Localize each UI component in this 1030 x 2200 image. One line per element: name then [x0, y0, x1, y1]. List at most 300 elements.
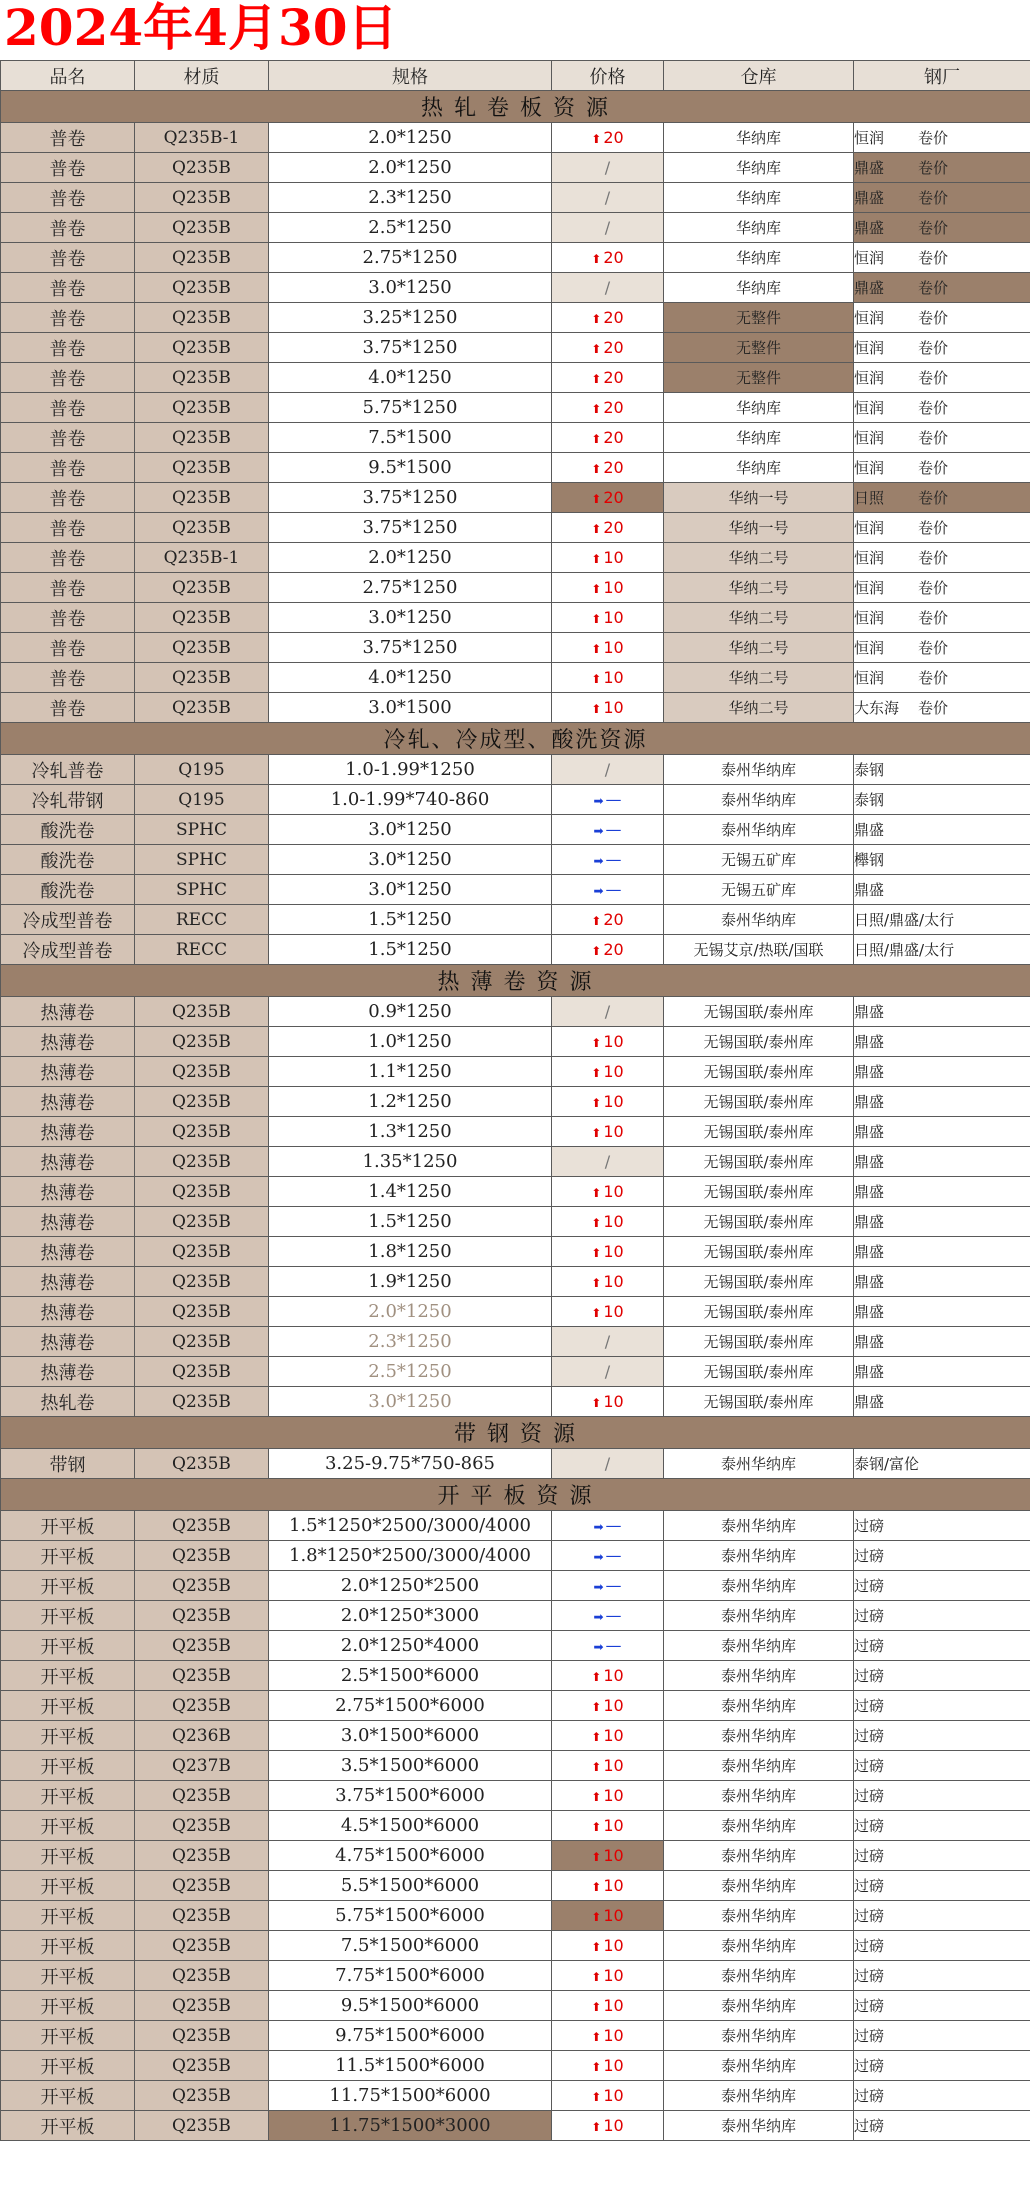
product-name-cell: 开平板	[1, 1661, 135, 1691]
mill-cell	[854, 1601, 1030, 1631]
price-table	[0, 60, 1030, 2141]
product-name-cell: 开平板	[1, 1571, 135, 1601]
warehouse-cell: 无整件	[664, 333, 854, 363]
mill-cell	[854, 2081, 1030, 2111]
mill-cell	[854, 123, 1030, 153]
product-name-cell: 开平板	[1, 1961, 135, 1991]
arrow-up-icon: ⬆	[591, 1306, 602, 1320]
price-change-value: 10	[603, 578, 624, 597]
mill-cell	[854, 1357, 1030, 1387]
mill-cell	[854, 1781, 1030, 1811]
table-row	[1, 2051, 1030, 2081]
price-type-label: 卷价	[918, 369, 949, 387]
spec-cell: 2.0*1250*4000	[269, 1631, 552, 1661]
price-change-value: 10	[603, 668, 624, 687]
price-cell	[552, 153, 664, 183]
section-title: 冷轧、冷成型、酸洗资源	[1, 723, 1030, 755]
arrow-up-icon: ⬆	[591, 132, 602, 146]
warehouse-cell: 泰州华纳库	[664, 1601, 854, 1631]
price-cell	[552, 1327, 664, 1357]
product-name-cell: 普卷	[1, 663, 135, 693]
mill-cell	[854, 1177, 1030, 1207]
arrow-up-icon: ⬆	[591, 2060, 602, 2074]
arrow-up-icon: ⬆	[591, 1850, 602, 1864]
mill-name: 恒润	[854, 429, 885, 447]
mill-name: 过磅	[854, 1547, 885, 1565]
mill-name: 鼎盛	[854, 1303, 885, 1321]
mill-cell	[854, 1661, 1030, 1691]
product-name-cell: 冷成型普卷	[1, 905, 135, 935]
table-row	[1, 423, 1030, 453]
price-change-value: —	[605, 1516, 622, 1535]
spec-cell: 1.5*1250	[269, 935, 552, 965]
warehouse-cell: 泰州华纳库	[664, 755, 854, 785]
table-row	[1, 815, 1030, 845]
material-cell: Q235B	[135, 1991, 269, 2021]
price-change-value: 20	[603, 398, 624, 417]
mill-name: 鼎盛	[854, 1123, 885, 1141]
price-cell	[552, 513, 664, 543]
spec-cell: 2.0*1250*3000	[269, 1601, 552, 1631]
price-change-value: —	[605, 850, 622, 869]
mill-cell	[854, 1811, 1030, 1841]
mill-name: 恒润	[854, 459, 885, 477]
table-row	[1, 1751, 1030, 1781]
product-name-cell: 热薄卷	[1, 1327, 135, 1357]
product-name-cell: 普卷	[1, 543, 135, 573]
material-cell: Q235B-1	[135, 543, 269, 573]
price-cell	[552, 1931, 664, 1961]
mill-name: 鼎盛	[854, 1333, 885, 1351]
warehouse-cell: 华纳库	[664, 243, 854, 273]
arrow-right-icon: ➡	[593, 884, 604, 898]
warehouse-cell: 华纳库	[664, 393, 854, 423]
price-type-label: 卷价	[918, 339, 949, 357]
price-change-value: 10	[603, 698, 624, 717]
arrow-up-icon: ⬆	[591, 1970, 602, 1984]
spec-cell: 2.3*1250	[269, 183, 552, 213]
product-name-cell: 普卷	[1, 183, 135, 213]
spec-cell: 5.75*1500*6000	[269, 1901, 552, 1931]
arrow-up-icon: ⬆	[591, 582, 602, 596]
price-cell	[552, 663, 664, 693]
spec-cell: 1.35*1250	[269, 1147, 552, 1177]
product-name-cell: 酸洗卷	[1, 815, 135, 845]
price-type-label: 卷价	[918, 459, 949, 477]
arrow-up-icon: ⬆	[591, 1066, 602, 1080]
price-cell	[552, 1087, 664, 1117]
price-cell	[552, 2021, 664, 2051]
mill-cell	[854, 1387, 1030, 1417]
product-name-cell: 开平板	[1, 1541, 135, 1571]
spec-cell: 11.75*1500*3000	[269, 2111, 552, 2141]
warehouse-cell: 泰州华纳库	[664, 2051, 854, 2081]
arrow-right-icon: ➡	[593, 1520, 604, 1534]
price-change-value: 10	[603, 608, 624, 627]
mill-cell	[854, 997, 1030, 1027]
mill-cell	[854, 1511, 1030, 1541]
price-cell	[552, 1901, 664, 1931]
mill-name: 泰钢/富伦	[854, 1455, 920, 1473]
arrow-up-icon: ⬆	[591, 312, 602, 326]
arrow-up-icon: ⬆	[591, 1396, 602, 1410]
warehouse-cell: 泰州华纳库	[664, 1841, 854, 1871]
warehouse-cell: 无整件	[664, 303, 854, 333]
price-change-value: 20	[603, 338, 624, 357]
table-row	[1, 1147, 1030, 1177]
mill-name: 过磅	[854, 1667, 885, 1685]
header-warehouse: 仓库	[664, 61, 854, 91]
price-type-label: 卷价	[918, 279, 949, 297]
mill-name: 恒润	[854, 549, 885, 567]
price-change-value: 10	[603, 1906, 624, 1925]
price-cell	[552, 1871, 664, 1901]
warehouse-cell: 泰州华纳库	[664, 2111, 854, 2141]
product-name-cell: 热薄卷	[1, 1357, 135, 1387]
mill-name: 恒润	[854, 639, 885, 657]
section-title: 热 轧 卷 板 资 源	[1, 91, 1030, 123]
price-change-value: /	[604, 1332, 611, 1351]
warehouse-cell: 华纳二号	[664, 543, 854, 573]
spec-cell: 3.5*1500*6000	[269, 1751, 552, 1781]
warehouse-cell: 无锡国联/泰州库	[664, 997, 854, 1027]
price-change-value: 10	[603, 1876, 624, 1895]
header-mill: 钢厂	[854, 61, 1030, 91]
material-cell: Q235B	[135, 1117, 269, 1147]
spec-cell: 3.0*1250	[269, 815, 552, 845]
product-name-cell: 普卷	[1, 573, 135, 603]
spec-cell: 2.75*1500*6000	[269, 1691, 552, 1721]
spec-cell: 3.0*1250	[269, 1387, 552, 1417]
product-name-cell: 开平板	[1, 1871, 135, 1901]
spec-cell: 3.0*1250	[269, 845, 552, 875]
table-row	[1, 1057, 1030, 1087]
price-type-label: 卷价	[918, 429, 949, 447]
material-cell: Q235B	[135, 1541, 269, 1571]
mill-cell	[854, 1901, 1030, 1931]
mill-name: 过磅	[854, 1997, 885, 2015]
table-row	[1, 1871, 1030, 1901]
section-title: 带 钢 资 源	[1, 1417, 1030, 1449]
arrow-up-icon: ⬆	[591, 1910, 602, 1924]
price-change-value: —	[605, 820, 622, 839]
mill-name: 日照/鼎盛/太行	[854, 911, 955, 929]
mill-cell	[854, 2111, 1030, 2141]
table-row	[1, 845, 1030, 875]
price-cell	[552, 785, 664, 815]
mill-cell	[854, 273, 1030, 303]
price-change-value: /	[604, 218, 611, 237]
table-row	[1, 1267, 1030, 1297]
table-row	[1, 1327, 1030, 1357]
mill-name: 泰钢	[854, 761, 885, 779]
arrow-up-icon: ⬆	[591, 1790, 602, 1804]
mill-name: 过磅	[854, 1787, 885, 1805]
material-cell: Q235B	[135, 1027, 269, 1057]
spec-cell: 1.5*1250	[269, 905, 552, 935]
header-spec: 规格	[269, 61, 552, 91]
mill-cell	[854, 1961, 1030, 1991]
price-change-value: 10	[603, 638, 624, 657]
arrow-up-icon: ⬆	[591, 642, 602, 656]
arrow-up-icon: ⬆	[591, 1880, 602, 1894]
price-type-label: 卷价	[918, 309, 949, 327]
warehouse-cell: 泰州华纳库	[664, 1811, 854, 1841]
product-name-cell: 开平板	[1, 1931, 135, 1961]
mill-name: 鼎盛	[854, 1363, 885, 1381]
product-name-cell: 普卷	[1, 213, 135, 243]
price-change-value: 20	[603, 368, 624, 387]
product-name-cell: 冷轧带钢	[1, 785, 135, 815]
mill-cell	[854, 1541, 1030, 1571]
table-row	[1, 1601, 1030, 1631]
price-cell	[552, 333, 664, 363]
price-type-label: 卷价	[918, 159, 949, 177]
arrow-up-icon: ⬆	[591, 2000, 602, 2014]
mill-cell	[854, 1057, 1030, 1087]
arrow-up-icon: ⬆	[591, 702, 602, 716]
mill-cell	[854, 633, 1030, 663]
material-cell: Q235B	[135, 693, 269, 723]
product-name-cell: 酸洗卷	[1, 875, 135, 905]
table-row	[1, 905, 1030, 935]
price-cell	[552, 1811, 664, 1841]
spec-cell: 1.5*1250*2500/3000/4000	[269, 1511, 552, 1541]
table-row	[1, 243, 1030, 273]
warehouse-cell: 泰州华纳库	[664, 905, 854, 935]
mill-name: 鼎盛	[854, 1093, 885, 1111]
section-header	[1, 91, 1030, 123]
price-change-value: —	[605, 880, 622, 899]
spec-cell: 3.75*1250	[269, 333, 552, 363]
spec-cell: 4.75*1500*6000	[269, 1841, 552, 1871]
product-name-cell: 热薄卷	[1, 1237, 135, 1267]
price-change-value: 20	[603, 910, 624, 929]
price-cell	[552, 1751, 664, 1781]
table-row	[1, 1931, 1030, 1961]
spec-cell: 3.0*1250	[269, 875, 552, 905]
table-row	[1, 663, 1030, 693]
price-cell	[552, 1357, 664, 1387]
price-change-value: 10	[603, 1182, 624, 1201]
table-row	[1, 363, 1030, 393]
material-cell: Q235B	[135, 1601, 269, 1631]
material-cell: Q235B	[135, 243, 269, 273]
table-row	[1, 875, 1030, 905]
table-row	[1, 755, 1030, 785]
price-cell	[552, 123, 664, 153]
mill-cell	[854, 573, 1030, 603]
spec-cell: 3.25-9.75*750-865	[269, 1449, 552, 1479]
mill-cell	[854, 785, 1030, 815]
mill-cell	[854, 663, 1030, 693]
spec-cell: 3.75*1500*6000	[269, 1781, 552, 1811]
price-change-value: /	[604, 1454, 611, 1473]
mill-cell	[854, 815, 1030, 845]
mill-name: 过磅	[854, 2087, 885, 2105]
arrow-up-icon: ⬆	[591, 2030, 602, 2044]
mill-name: 过磅	[854, 1817, 885, 1835]
warehouse-cell: 无锡国联/泰州库	[664, 1207, 854, 1237]
material-cell: Q235B	[135, 1511, 269, 1541]
product-name-cell: 开平板	[1, 1631, 135, 1661]
product-name-cell: 普卷	[1, 393, 135, 423]
table-row	[1, 1237, 1030, 1267]
price-type-label: 卷价	[918, 219, 949, 237]
mill-name: 鼎盛	[854, 1033, 885, 1051]
spec-cell: 2.75*1250	[269, 573, 552, 603]
warehouse-cell: 华纳一号	[664, 513, 854, 543]
product-name-cell: 普卷	[1, 423, 135, 453]
spec-cell: 9.5*1500*6000	[269, 1991, 552, 2021]
table-row	[1, 213, 1030, 243]
price-cell	[552, 1207, 664, 1237]
warehouse-cell: 泰州华纳库	[664, 1901, 854, 1931]
material-cell: SPHC	[135, 845, 269, 875]
table-row	[1, 543, 1030, 573]
table-row	[1, 513, 1030, 543]
mill-name: 鼎盛	[854, 881, 885, 899]
price-change-value: 10	[603, 1816, 624, 1835]
price-change-value: /	[604, 188, 611, 207]
section-header	[1, 1479, 1030, 1511]
price-change-value: 10	[603, 1092, 624, 1111]
mill-name: 过磅	[854, 1757, 885, 1775]
mill-name: 过磅	[854, 2117, 885, 2135]
warehouse-cell: 泰州华纳库	[664, 2081, 854, 2111]
product-name-cell: 冷成型普卷	[1, 935, 135, 965]
mill-name: 恒润	[854, 369, 885, 387]
warehouse-cell: 无锡国联/泰州库	[664, 1237, 854, 1267]
product-name-cell: 普卷	[1, 483, 135, 513]
table-row	[1, 1117, 1030, 1147]
mill-name: 恒润	[854, 579, 885, 597]
price-cell	[552, 1237, 664, 1267]
mill-name: 过磅	[854, 1907, 885, 1925]
section-title: 开 平 板 资 源	[1, 1479, 1030, 1511]
spec-cell: 3.0*1250	[269, 273, 552, 303]
product-name-cell: 普卷	[1, 513, 135, 543]
price-change-value: 10	[603, 1212, 624, 1231]
warehouse-cell: 泰州华纳库	[664, 2021, 854, 2051]
material-cell: Q235B-1	[135, 123, 269, 153]
arrow-up-icon: ⬆	[591, 1096, 602, 1110]
material-cell: Q235B	[135, 513, 269, 543]
spec-cell: 5.75*1250	[269, 393, 552, 423]
price-cell	[552, 483, 664, 513]
arrow-right-icon: ➡	[593, 854, 604, 868]
spec-cell: 2.5*1250	[269, 213, 552, 243]
warehouse-cell: 泰州华纳库	[664, 1541, 854, 1571]
spec-cell: 3.75*1250	[269, 633, 552, 663]
product-name-cell: 普卷	[1, 603, 135, 633]
table-row	[1, 1781, 1030, 1811]
spec-cell: 4.0*1250	[269, 663, 552, 693]
warehouse-cell: 无锡国联/泰州库	[664, 1267, 854, 1297]
mill-name: 鼎盛	[854, 1273, 885, 1291]
material-cell: Q235B	[135, 2021, 269, 2051]
warehouse-cell: 泰州华纳库	[664, 1781, 854, 1811]
mill-name: 恒润	[854, 249, 885, 267]
mill-name: 恒润	[854, 309, 885, 327]
arrow-up-icon: ⬆	[591, 672, 602, 686]
material-cell: Q235B	[135, 363, 269, 393]
spec-cell: 3.0*1500*6000	[269, 1721, 552, 1751]
table-row	[1, 1387, 1030, 1417]
spec-cell: 3.75*1250	[269, 483, 552, 513]
warehouse-cell: 华纳库	[664, 153, 854, 183]
mill-name: 鼎盛	[854, 279, 885, 297]
price-cell	[552, 1057, 664, 1087]
material-cell: Q235B	[135, 423, 269, 453]
price-change-value: /	[604, 158, 611, 177]
arrow-right-icon: ➡	[593, 824, 604, 838]
warehouse-cell: 泰州华纳库	[664, 1631, 854, 1661]
product-name-cell: 冷轧普卷	[1, 755, 135, 785]
material-cell: Q235B	[135, 1631, 269, 1661]
mill-cell	[854, 875, 1030, 905]
arrow-up-icon: ⬆	[591, 944, 602, 958]
mill-name: 鼎盛	[854, 1213, 885, 1231]
arrow-up-icon: ⬆	[591, 372, 602, 386]
material-cell: Q235B	[135, 1841, 269, 1871]
price-cell	[552, 633, 664, 663]
product-name-cell: 开平板	[1, 2081, 135, 2111]
material-cell: Q235B	[135, 1267, 269, 1297]
price-cell	[552, 1147, 664, 1177]
warehouse-cell: 华纳二号	[664, 663, 854, 693]
price-change-value: 20	[603, 940, 624, 959]
price-change-value: 10	[603, 1696, 624, 1715]
price-type-label: 卷价	[918, 669, 949, 687]
mill-cell	[854, 1931, 1030, 1961]
product-name-cell: 热薄卷	[1, 1147, 135, 1177]
price-cell	[552, 2111, 664, 2141]
mill-name: 泰钢	[854, 791, 885, 809]
product-name-cell: 热薄卷	[1, 1297, 135, 1327]
spec-cell: 7.5*1500*6000	[269, 1931, 552, 1961]
mill-name: 过磅	[854, 1697, 885, 1715]
price-change-value: 10	[603, 1936, 624, 1955]
price-change-value: 10	[603, 1122, 624, 1141]
spec-cell: 1.9*1250	[269, 1267, 552, 1297]
material-cell: Q235B	[135, 483, 269, 513]
warehouse-cell: 泰州华纳库	[664, 1751, 854, 1781]
price-type-label: 卷价	[918, 549, 949, 567]
product-name-cell: 普卷	[1, 123, 135, 153]
header-material: 材质	[135, 61, 269, 91]
price-change-value: /	[604, 1002, 611, 1021]
arrow-up-icon: ⬆	[591, 1276, 602, 1290]
material-cell: Q236B	[135, 1721, 269, 1751]
table-row	[1, 393, 1030, 423]
spec-cell: 1.2*1250	[269, 1087, 552, 1117]
mill-cell	[854, 845, 1030, 875]
arrow-up-icon: ⬆	[591, 612, 602, 626]
mill-cell	[854, 1237, 1030, 1267]
warehouse-cell: 泰州华纳库	[664, 1571, 854, 1601]
price-change-value: 10	[603, 1062, 624, 1081]
warehouse-cell: 泰州华纳库	[664, 1691, 854, 1721]
material-cell: Q235B	[135, 997, 269, 1027]
mill-cell	[854, 905, 1030, 935]
price-cell	[552, 453, 664, 483]
product-name-cell: 热薄卷	[1, 1027, 135, 1057]
price-cell	[552, 1511, 664, 1541]
product-name-cell: 普卷	[1, 633, 135, 663]
price-cell	[552, 1631, 664, 1661]
product-name-cell: 热薄卷	[1, 1117, 135, 1147]
